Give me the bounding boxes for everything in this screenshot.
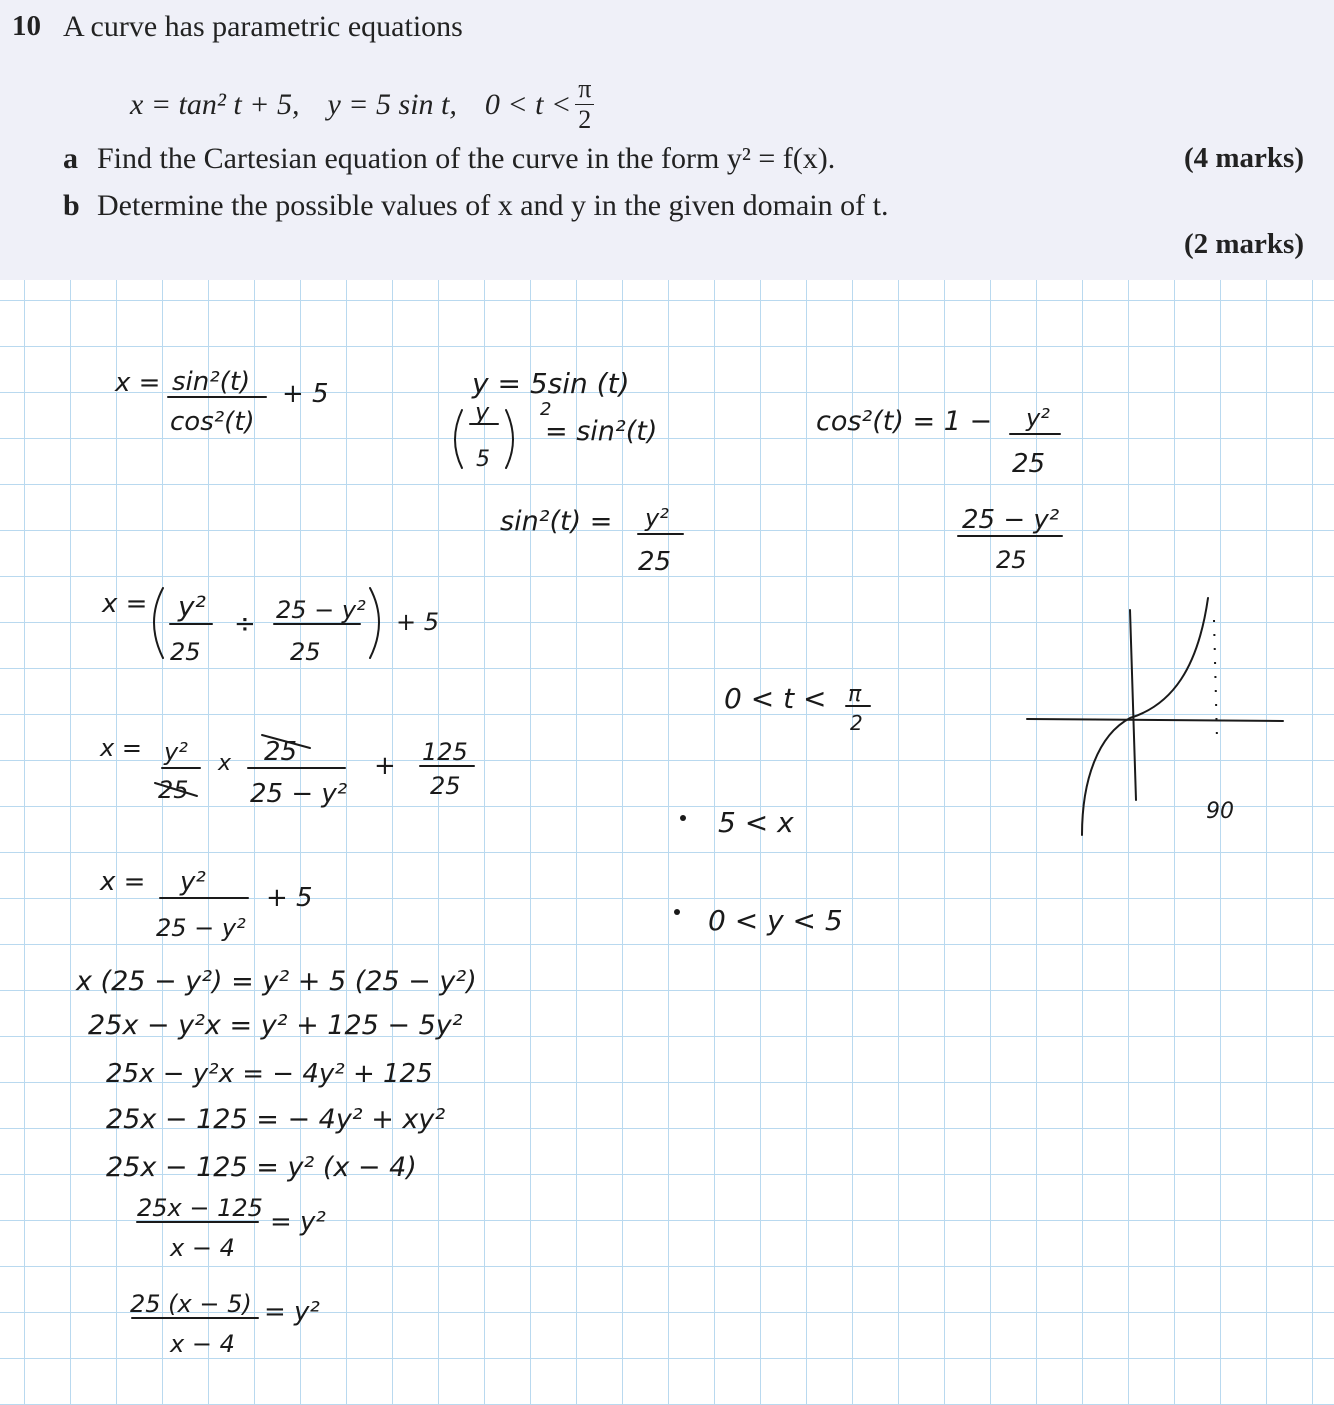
bullet-dot (674, 909, 680, 915)
step1-lhs: x = (102, 589, 148, 619)
cos-sq-den: 25 (1012, 449, 1046, 479)
part-a-marks: (4 marks) (1183, 142, 1304, 174)
pi-symbol: π (575, 76, 594, 105)
step2-lhs: x = (100, 734, 142, 762)
algebra-line: 25x − y²x = y² + 125 − 5y² (88, 1010, 463, 1041)
y-equation: y = 5 sin t, (327, 87, 457, 121)
algebra-line: 25x − y²x = − 4y² + 125 (106, 1059, 433, 1089)
x-def-lhs: x = (115, 368, 161, 398)
algebra-line: 25x − 125 = y² (x − 4) (106, 1152, 417, 1183)
question-intro: A curve has parametric equations (63, 10, 463, 43)
step1-tail: + 5 (396, 608, 440, 636)
step4-rhs: = y² (270, 1207, 326, 1237)
step2-c-num: 125 (422, 738, 468, 766)
step3-num: y² (180, 867, 206, 897)
result-y: 0 < y < 5 (708, 904, 843, 937)
result-x: 5 < x (718, 806, 794, 839)
y-over-5-num: y (475, 398, 490, 426)
step1-op: ÷ (234, 609, 256, 639)
step2-a-num: y² (164, 738, 188, 766)
y-over-5-rhs: = sin²(t) (545, 416, 658, 447)
algebra-line: 25x − 125 = − 4y² + xy² (106, 1104, 446, 1135)
y-over-5-den: 5 (476, 447, 490, 472)
part-a-text: Find the Cartesian equation of the curve in the form y² = f(x). (97, 142, 836, 175)
step1-b-num: 25 − y² (276, 596, 366, 624)
step1-b-den: 25 (290, 638, 321, 666)
sin-sq-num: y² (645, 504, 669, 532)
y-over-5-exp: 2 (540, 399, 552, 420)
part-b-marks: (2 marks) (1183, 228, 1304, 260)
step2-b-num: 25 (264, 737, 298, 767)
step5-den: x − 4 (170, 1330, 235, 1358)
algebra-line: x (25 − y²) = y² + 5 (25 − y²) (76, 966, 477, 997)
step4-den: x − 4 (170, 1234, 235, 1262)
sin-sq-lhs: sin²(t) = (500, 506, 613, 537)
part-b-label: b (63, 189, 80, 222)
y-def: y = 5sin (t) (472, 367, 630, 400)
sin-sq-den: 25 (638, 547, 672, 577)
x-def-tail: + 5 (282, 379, 329, 409)
step3-lhs: x = (100, 867, 146, 897)
step2-a-den: 25 (158, 776, 189, 804)
domain-note-lhs: 0 < t < (724, 682, 827, 715)
step3-den: 25 − y² (156, 914, 246, 942)
cos-sq-simplified-num: 25 − y² (962, 505, 1060, 535)
graph-label: 90 (1206, 799, 1234, 824)
question-number: 10 (12, 10, 41, 42)
domain-note-num: π (848, 682, 862, 707)
domain-note-den: 2 (850, 711, 863, 735)
cos-sq-num: y² (1026, 404, 1050, 432)
x-equation: x = tan² t + 5, (130, 87, 300, 121)
part-b-text: Determine the possible values of x and y in the given domain of t. (97, 189, 889, 222)
step5-rhs: = y² (264, 1297, 320, 1327)
part-a-label: a (63, 142, 78, 175)
step1-a-num: y² (178, 590, 206, 623)
step3-tail: + 5 (266, 883, 313, 913)
step1-a-den: 25 (170, 638, 201, 666)
cos-sq-simplified-den: 25 (996, 546, 1027, 574)
bullet-dot (680, 815, 686, 821)
step2-op: x (218, 751, 232, 776)
two-symbol: 2 (578, 105, 592, 134)
step4-num: 25x − 125 (137, 1194, 263, 1222)
step2-c-den: 25 (430, 772, 461, 800)
x-def-num: sin²(t) (172, 367, 251, 397)
cos-sq-lhs: cos²(t) = 1 − (816, 406, 993, 437)
x-def-den: cos²(t) (170, 407, 255, 437)
step2-plus: + (374, 751, 396, 781)
step2-b-den: 25 − y² (250, 779, 348, 809)
step5-num: 25 (x − 5) (130, 1290, 252, 1318)
t-domain: 0 < t < (484, 87, 572, 121)
